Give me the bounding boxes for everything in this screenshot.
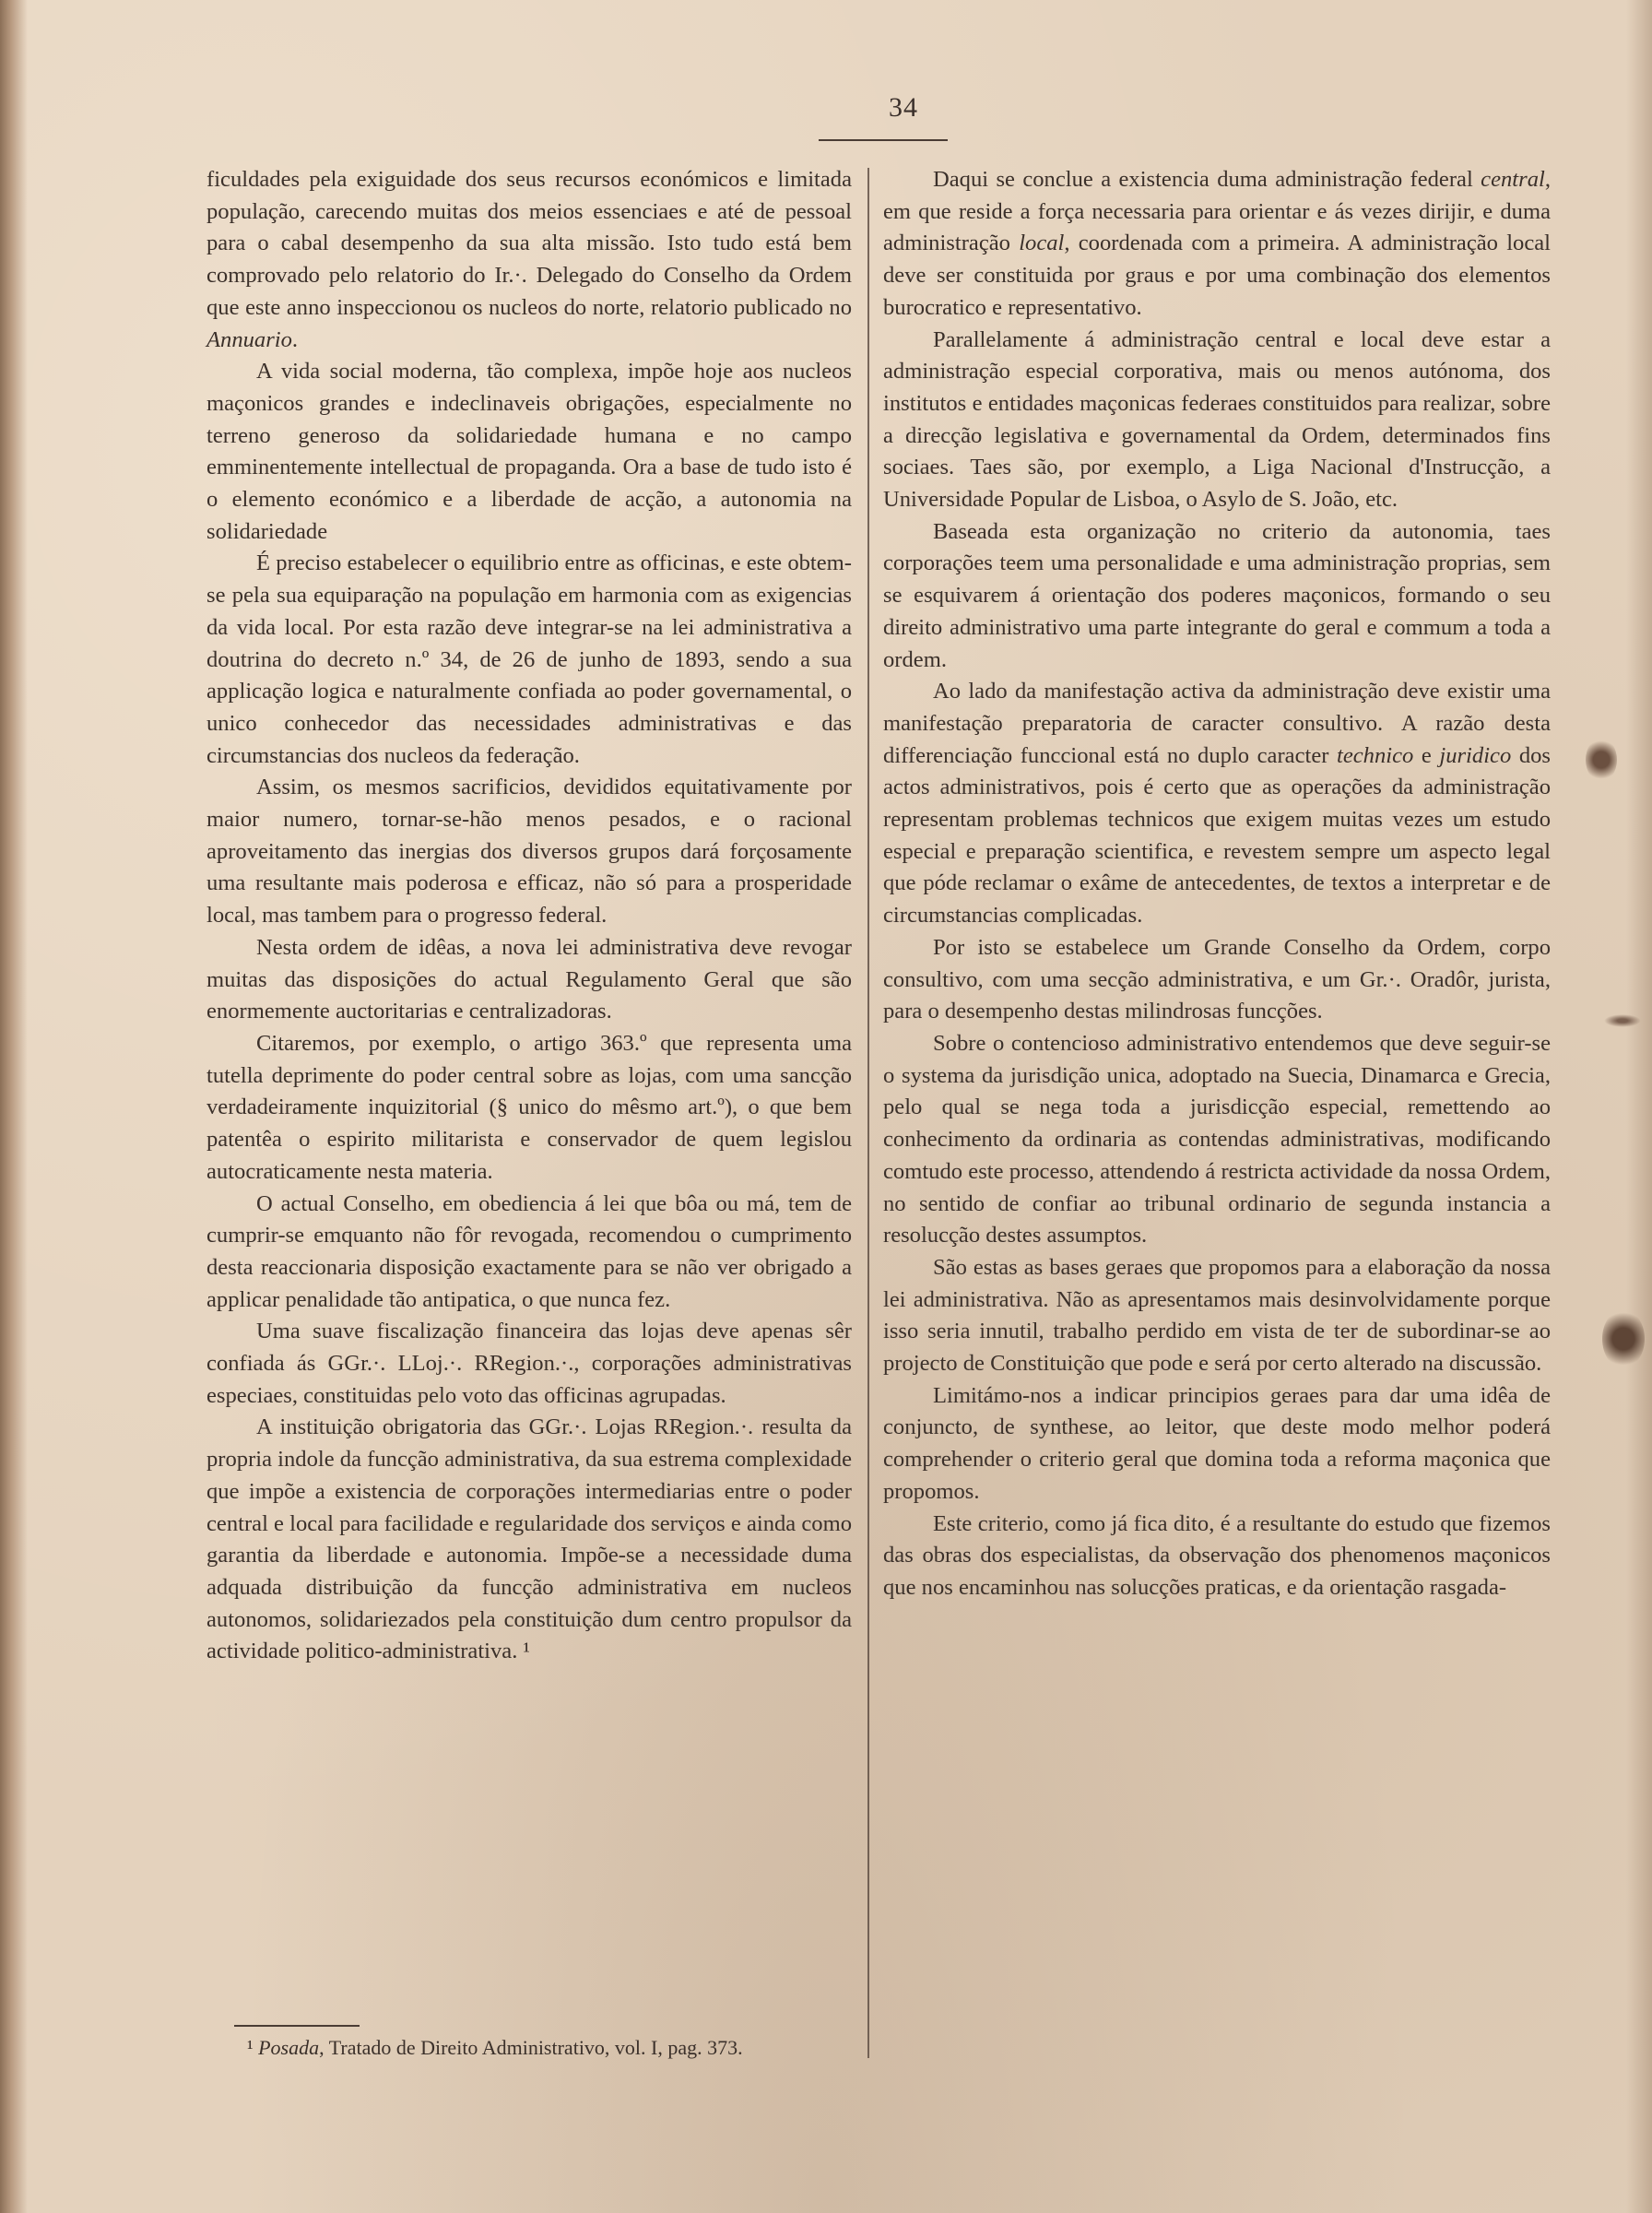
paragraph-text: , em que reside a força necessaria para orientar e ás vezes dirijir, e duma administração xyxy=(883,167,1551,256)
paragraph-text: Sobre o contencioso administrativo entendemos que deve seguir-se o systema da jurisdição unica, adoptado na Suecia, Dinamarca e Grecia, pelo qual se nega toda a jurisdicção especial, remettendo ao conhecimento da ordinaria as contendas administrativas, modificando comtudo este processo, attendendo á restricta actividade da nossa Ordem, no sentido de confiar ao tribunal ordinario de segunda instancia a resolucção destes assumptos. xyxy=(883,1030,1551,1249)
emphasis-text: juridico xyxy=(1439,742,1512,768)
paragraph-text: A instituição obrigatoria das GGr.·. Lojas RRegion.·. resulta da propria indole da funcção administrativa, da sua estrema complexidade que impõe a existencia de corporações intermediarias entre o poder central e local para facilidade e regularidade dos serviços e ainda como garantia da liberdade e autonomia. Impõe-se a necessidade duma adquada distribuição da funcção administrativa em nucleos autonomos, solidariezados pela constituição dum centro propulsor da actividade politico-administrativa. xyxy=(206,1414,852,1664)
page-number: 34 xyxy=(889,92,918,123)
paragraph-text: Assim, os mesmos sacrificios, devididos equitativamente por maior numero, tornar-se-hão menos pesados, e o racional aproveitamento das inergias dos diversos grupos dará forçosamente uma resultante mais poderosa e efficaz, não só para a prosperidade local, mas tambem para o progresso federal. xyxy=(206,775,852,929)
paragraph xyxy=(206,1412,852,1668)
paragraph-text: Limitámo-nos a indicar principios geraes para dar uma idêa de conjuncto, de synthese, ao leitor, que deste modo melhor poderá comprehender o criterio geral que domina toda a reforma maçonica que propomos. xyxy=(883,1382,1551,1504)
page-number-rule xyxy=(819,139,948,141)
paragraph xyxy=(883,1028,1551,1252)
paragraph-text: dos actos administrativos, pois é certo que as operações da administração representam problemas technicos que exigem muitas vezes um estudo especial e preparação scientifica, e revestem sempre um aspecto legal que póde reclamar o exâme de antecedentes, de textos a interpretar e de circumstancias complicadas. xyxy=(883,742,1551,929)
paragraph-text: Parallelamente á administração central e local deve estar a administração especial corporativa, mais ou menos autónoma, dos institutos e entidades maçonicas federaes constituidos para realizar, sobre a direcção legislativa e governamental da Ordem, determinados fins sociaes. Taes são, por exemplo, a Liga Nacional d'Instrucção, a Universidade Popular de Lisboa, o Asylo de S. João, etc. xyxy=(883,326,1551,513)
paragraph xyxy=(206,932,852,1028)
paragraph-text: Por isto se estabelece um Grande Conselho da Ordem, corpo consultivo, com uma secção administrativa, e um Gr.·. Oradôr, jurista, para o desempenho destas milindrosas funcções. xyxy=(883,934,1551,1024)
footnote-text: , Tratado de Direito Administrativo, vol. I, pag. 373. xyxy=(319,2036,743,2059)
page-right-shadow xyxy=(1626,0,1652,2213)
emphasis-text: local xyxy=(1019,231,1065,256)
paragraph xyxy=(206,356,852,548)
paragraph-text: São estas as bases geraes que propomos para a elaboração da nossa lei administrativa. Não as apresentamos mais desinvolvidamente porque isso seria innutil, trabalho perdido em vista de ter de subordinar-se ao projecto de Constituição que pode e será por certo alterado na discussão. xyxy=(883,1254,1551,1377)
paragraph-text: A vida social moderna, tão complexa, impõe hoje aos nucleos maçonicos grandes e indeclinaveis obrigações, especialmente no terreno generoso da solidariedade humana e no campo emminentemente intellectual de propaganda. Ora a base de tudo isto é o elemento económico e a liberdade de acção, a autonomia na solidariedade xyxy=(206,359,852,544)
paragraph-text: Ao lado da manifestação activa da administração deve existir uma manifestação preparatoria de caracter consultivo. A razão desta differenciação funccional está no duplo caracter xyxy=(883,679,1551,768)
paragraph xyxy=(883,1252,1551,1380)
paragraph-text: Este criterio, como já fica dito, é a resultante do estudo que fizemos das obras dos especialistas, da observação dos phenomenos maçonicos que nos encaminhou nas solucções praticas, e da orientação rasgada- xyxy=(883,1510,1551,1600)
paragraph xyxy=(883,676,1551,932)
paragraph-text: Daqui se conclue a existencia duma administração federal xyxy=(933,167,1481,192)
paragraph xyxy=(883,164,1551,325)
paper-stain xyxy=(1604,1014,1641,1027)
emphasis-text: technico xyxy=(1337,742,1414,768)
paragraph-text: ¹ xyxy=(517,1639,530,1664)
paragraph xyxy=(883,1509,1551,1604)
paragraph-text: , coordenada com a primeira. A administração local deve ser constituida por graus e por uma combinação dos elementos burocratico e representativo. xyxy=(883,231,1551,320)
footnote-author: Posada xyxy=(258,2036,320,2059)
emphasis-text: Annuario xyxy=(206,326,292,352)
paragraph-text: Citaremos, por exemplo, o artigo 363.º que representa uma tutella deprimente do poder central sobre as lojas, com uma sancção verdadeiramente inquizitorial (§ unico do mêsmo art.º), o que bem patentêa o espirito militarista e conservador de quem legislou autocraticamente nesta materia. xyxy=(206,1030,852,1184)
paragraph-text: O actual Conselho, em obediencia á lei que bôa ou má, tem de cumprir-se emquanto não fôr revogada, recomendou o cumprimento desta reaccionaria disposição exactamente para se não ver obrigado a applicar penalidade tão antipatica, o que nunca fez. xyxy=(206,1190,852,1312)
emphasis-text: central xyxy=(1481,167,1545,192)
paragraph xyxy=(883,932,1551,1028)
footnote-rule xyxy=(234,2025,360,2027)
paragraph xyxy=(206,1028,852,1189)
paragraph xyxy=(883,1380,1551,1509)
column-divider xyxy=(867,168,869,2058)
paragraph-text: Baseada esta organização no criterio da autonomia, taes corporações teem uma personalidade e uma administração proprias, sem se esquivarem á orientação dos poderes maçonicos, formando o seu direito administrativo uma parte integrante do geral e commum a toda a ordem. xyxy=(883,518,1551,672)
footnote xyxy=(247,2034,856,2062)
paragraph-text: e xyxy=(1413,742,1440,768)
paragraph xyxy=(883,516,1551,677)
paragraph xyxy=(883,325,1551,516)
footnote-marker: ¹ xyxy=(247,2036,254,2059)
paragraph-text: Nesta ordem de idêas, a nova lei administrativa deve revogar muitas das disposições do actual Regulamento Geral que são enormemente auctoritarias e centralizadoras. xyxy=(206,934,852,1024)
paragraph-text: ficuldades pela exiguidade dos seus recursos económicos e limitada população, carecendo muitas dos meios essenciaes e até de pessoal para o cabal desempenho da sua alta missão. Isto tudo está bem comprovado pelo relatorio do Ir.·. Delegado do Conselho da Ordem que este anno inspeccionou os nucleos do norte, relatorio publicado no xyxy=(206,167,852,320)
paragraph-text: É preciso estabelecer o equilibrio entre as officinas, e este obtem-se pela sua equiparação na população em harmonia com as exigencias da vida local. Por esta razão deve integrar-se na lei administrativa a doutrina do decreto n.º 34, de 26 de junho de 1893, sendo a sua applicação logica e naturalmente confiada ao poder governamental, o unico conhecedor das necessidades administrativas e das circumstancias dos nucleos da federação. xyxy=(206,550,852,768)
paragraph xyxy=(206,1316,852,1412)
paper-stain xyxy=(1586,738,1617,782)
paragraph xyxy=(206,772,852,932)
paragraph-text: . xyxy=(291,326,299,352)
paragraph xyxy=(206,164,852,356)
right-column xyxy=(883,164,1551,1604)
paragraph xyxy=(206,548,852,772)
paper-stain xyxy=(1602,1309,1645,1368)
page-left-edge xyxy=(0,0,28,2213)
left-column xyxy=(206,164,852,1668)
paragraph xyxy=(206,1189,852,1317)
paragraph-text: Uma suave fiscalização financeira das lojas deve apenas sêr confiada ás GGr.·. LLoj.·. RRegion.·., corporações administrativas especiaes, constituidas pelo voto das officinas agrupadas. xyxy=(206,1319,852,1408)
